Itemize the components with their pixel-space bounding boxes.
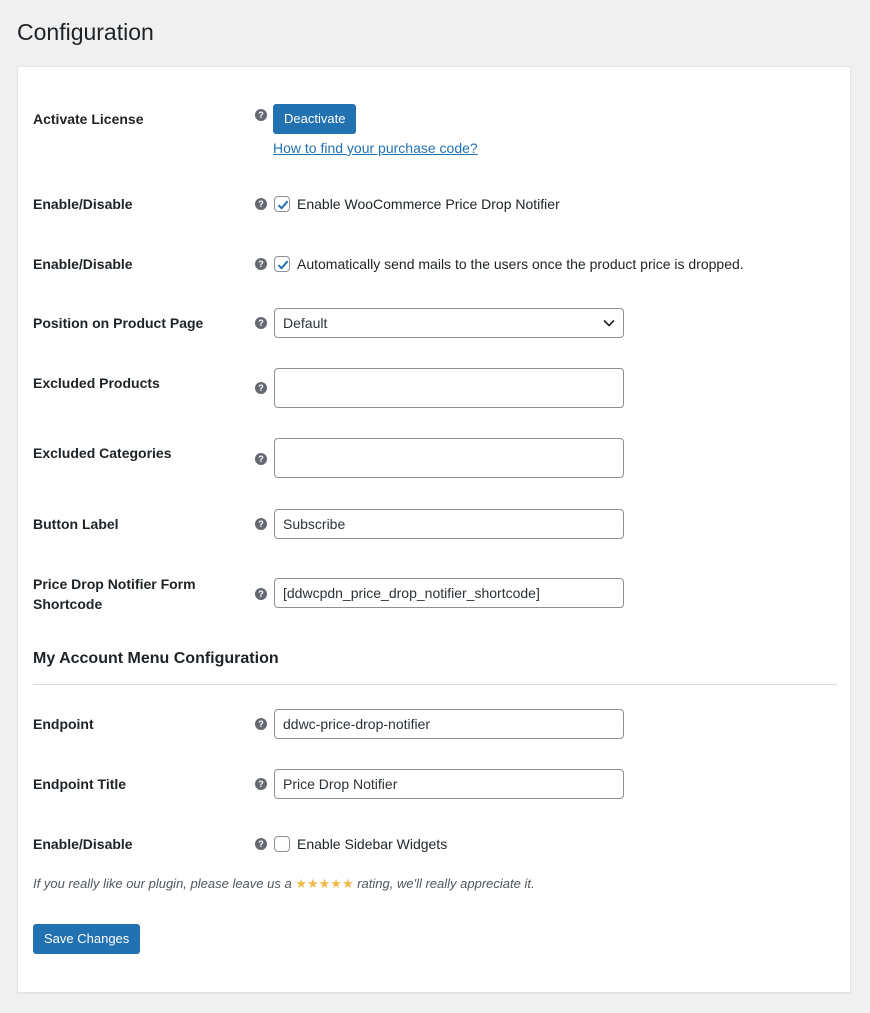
enable-disable-label: Enable/Disable [33,256,133,272]
help-icon[interactable]: ? [255,258,267,270]
enable-disable-label: Enable/Disable [33,196,133,212]
help-icon[interactable]: ? [255,778,267,790]
shortcode-input[interactable]: [ddwcpdn_price_drop_notifier_shortcode] [274,578,624,608]
checkmark-icon [275,257,291,273]
button-label-input[interactable]: Subscribe [274,509,624,539]
settings-panel [17,66,851,993]
help-icon[interactable]: ? [255,198,267,210]
help-icon[interactable]: ? [255,518,267,530]
deactivate-button[interactable]: Deactivate [273,104,356,134]
purchase-code-link[interactable]: How to find your purchase code? [273,140,478,156]
excluded-categories-label: Excluded Categories [33,445,172,461]
endpoint-title-label: Endpoint Title [33,776,127,792]
excluded-products-input[interactable] [274,368,624,408]
page-title: Configuration [17,19,154,45]
auto-mail-text: Automatically send mails to the users once the product price is dropped. [297,256,744,272]
help-icon[interactable]: ? [255,838,267,850]
help-icon[interactable]: ? [255,382,267,394]
rating-stars[interactable]: ★★★★★ [295,876,354,891]
help-icon[interactable]: ? [255,453,267,465]
enable-notifier-text: Enable WooCommerce Price Drop Notifier [297,196,560,212]
rating-note-before: If you really like our plugin, please leave us a [33,876,296,891]
excluded-products-label: Excluded Products [33,375,160,391]
endpoint-title-input[interactable]: Price Drop Notifier [274,769,624,799]
excluded-categories-input[interactable] [274,438,624,478]
button-label-label: Button Label [33,516,119,532]
sidebar-widgets-checkbox[interactable] [274,836,290,852]
help-icon[interactable]: ? [255,588,267,600]
section-divider [33,684,837,685]
rating-note [33,875,535,893]
rating-note-after: rating, we'll really appreciate it. [353,876,535,891]
auto-mail-checkbox[interactable] [274,256,290,272]
shortcode-label: Price Drop Notifier Form Shortcode [33,576,196,612]
activate-license-label: Activate License [33,111,144,127]
save-changes-button[interactable]: Save Changes [33,924,140,954]
position-label: Position on Product Page [33,315,204,331]
sidebar-widgets-text: Enable Sidebar Widgets [297,836,448,852]
checkmark-icon [275,197,291,213]
help-icon[interactable]: ? [255,718,267,730]
help-icon[interactable]: ? [255,109,267,121]
endpoint-label: Endpoint [33,716,94,732]
endpoint-input[interactable]: ddwc-price-drop-notifier [274,709,624,739]
enable-disable-label: Enable/Disable [33,836,133,852]
chevron-down-icon [603,318,615,328]
enable-notifier-checkbox[interactable] [274,196,290,212]
help-icon[interactable]: ? [255,317,267,329]
my-account-section-title: My Account Menu Configuration [33,650,279,667]
position-select-value: Default [283,315,328,331]
position-select[interactable] [274,308,624,338]
